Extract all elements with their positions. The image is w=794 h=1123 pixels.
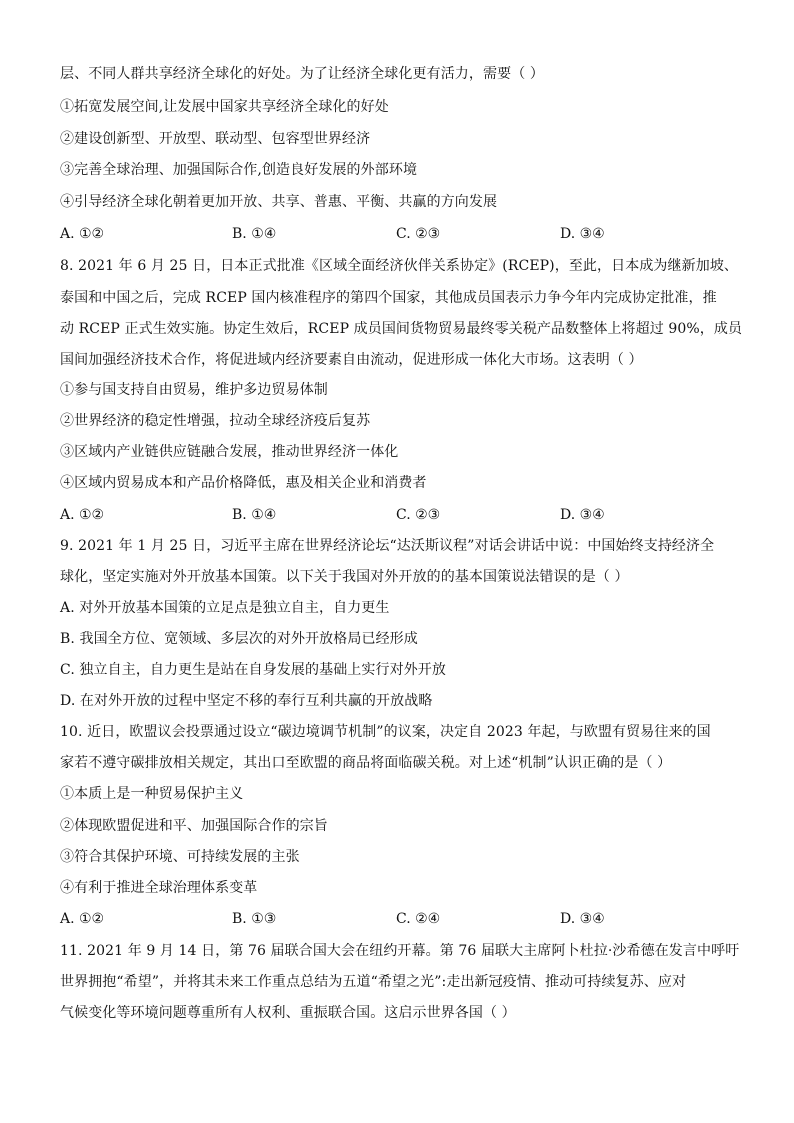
q9-choice-c: C. 独立自主，自力更生是站在自身发展的基础上实行对外开放 bbox=[60, 662, 447, 678]
option-b: B. ①④ bbox=[232, 226, 277, 242]
q8-line-2: 泰国和中国之后，完成 RCEP 国内核准程序的第四个国家，其他成员国表示力争今年内完成协定批准，推 bbox=[60, 290, 717, 306]
option-a: A. ①② bbox=[60, 911, 105, 927]
option-b: B. ①③ bbox=[232, 911, 277, 927]
q10-line-2: 家若不遵守碳排放相关规定，其出口至欧盟的商品将面临碳关税。对上述“机制”认识正确的是（ ） bbox=[60, 755, 672, 771]
option-d: D. ③④ bbox=[560, 911, 605, 927]
q10-statement-1: ①本质上是一种贸易保护主义 bbox=[60, 786, 244, 802]
q11-line-2: 世界拥抱“希望”，并将其未来工作重点总结为五道“希望之光”:走出新冠疫情、推动可持续复苏、应对 bbox=[60, 974, 687, 990]
q8-options bbox=[60, 505, 740, 525]
option-a: A. ①② bbox=[60, 226, 105, 242]
q9-choice-a: A. 对外开放基本国策的立足点是独立自主，自力更生 bbox=[60, 600, 390, 616]
q8-statement-3: ③区域内产业链供应链融合发展，推动世界经济一体化 bbox=[60, 444, 399, 460]
q9-choice-b: B. 我国全方位、宽领域、多层次的对外开放格局已经形成 bbox=[60, 631, 418, 647]
q8-statement-1: ①参与国支持自由贸易，维护多边贸易体制 bbox=[60, 382, 328, 398]
q10-statement-4: ④有利于推进全球治理体系变革 bbox=[60, 880, 258, 896]
q10-statement-3: ③符合其保护环境、可持续发展的主张 bbox=[60, 849, 300, 865]
intro-question-line: 层、不同人群共享经济全球化的好处。为了让经济全球化更有活力，需要（ ） bbox=[60, 66, 544, 82]
option-d: D. ③④ bbox=[560, 507, 605, 523]
option-c: C. ②③ bbox=[396, 226, 441, 242]
intro-options bbox=[60, 224, 740, 244]
q11-line-3: 气候变化等环境问题尊重所有人权利、重振联合国。这启示世界各国（ ） bbox=[60, 1005, 516, 1021]
option-a: A. ①② bbox=[60, 507, 105, 523]
q8-line-1: 8. 2021 年 6 月 25 日，日本正式批准《区域全面经济伙伴关系协定》(RCEP)，至此，日本成为继新加坡、 bbox=[60, 258, 739, 274]
q11-line-1: 11. 2021 年 9 月 14 日，第 76 届联合国大会在纽约开幕。第 76 届联大主席阿卜杜拉·沙希德在发言中呼吁 bbox=[60, 943, 740, 959]
intro-statement-1: ①拓宽发展空间,让发展中国家共享经济全球化的好处 bbox=[60, 99, 389, 115]
q9-line-1: 9. 2021 年 1 月 25 日，习近平主席在世界经济论坛“达沃斯议程”对话会讲话中说：中国始终支持经济全 bbox=[60, 538, 715, 554]
intro-statement-4: ④引导经济全球化朝着更加开放、共享、普惠、平衡、共赢的方向发展 bbox=[60, 194, 498, 210]
intro-statement-2: ②建设创新型、开放型、联动型、包容型世界经济 bbox=[60, 131, 371, 147]
option-d: D. ③④ bbox=[560, 226, 605, 242]
q8-line-3: 动 RCEP 正式生效实施。协定生效后，RCEP 成员国间货物贸易最终零关税产品数整体上将超过 90%，成员 bbox=[60, 321, 743, 337]
q9-choice-d: D. 在对外开放的过程中坚定不移的奉行互利共赢的开放战略 bbox=[60, 693, 433, 709]
q10-statement-2: ②体现欧盟促进和平、加强国际合作的宗旨 bbox=[60, 818, 328, 834]
q10-options bbox=[60, 909, 740, 929]
option-c: C. ②③ bbox=[396, 507, 441, 523]
q8-line-4: 国间加强经济技术合作，将促进域内经济要素自由流动，促进形成一体化大市场。这表明（ ） bbox=[60, 352, 643, 368]
q9-line-2: 球化，坚定实施对外开放基本国策。以下关于我国对外开放的的基本国策说法错误的是（ ） bbox=[60, 569, 629, 585]
q8-statement-4: ④区域内贸易成本和产品价格降低，惠及相关企业和消费者 bbox=[60, 475, 427, 491]
option-c: C. ②④ bbox=[396, 911, 441, 927]
option-b: B. ①④ bbox=[232, 507, 277, 523]
q8-statement-2: ②世界经济的稳定性增强，拉动全球经济疫后复苏 bbox=[60, 413, 371, 429]
q10-line-1: 10. 近日，欧盟议会投票通过设立“碳边境调节机制”的议案，决定自 2023 年起，与欧盟有贸易往来的国 bbox=[60, 724, 711, 740]
intro-statement-3: ③完善全球治理、加强国际合作,创造良好发展的外部环境 bbox=[60, 162, 418, 178]
